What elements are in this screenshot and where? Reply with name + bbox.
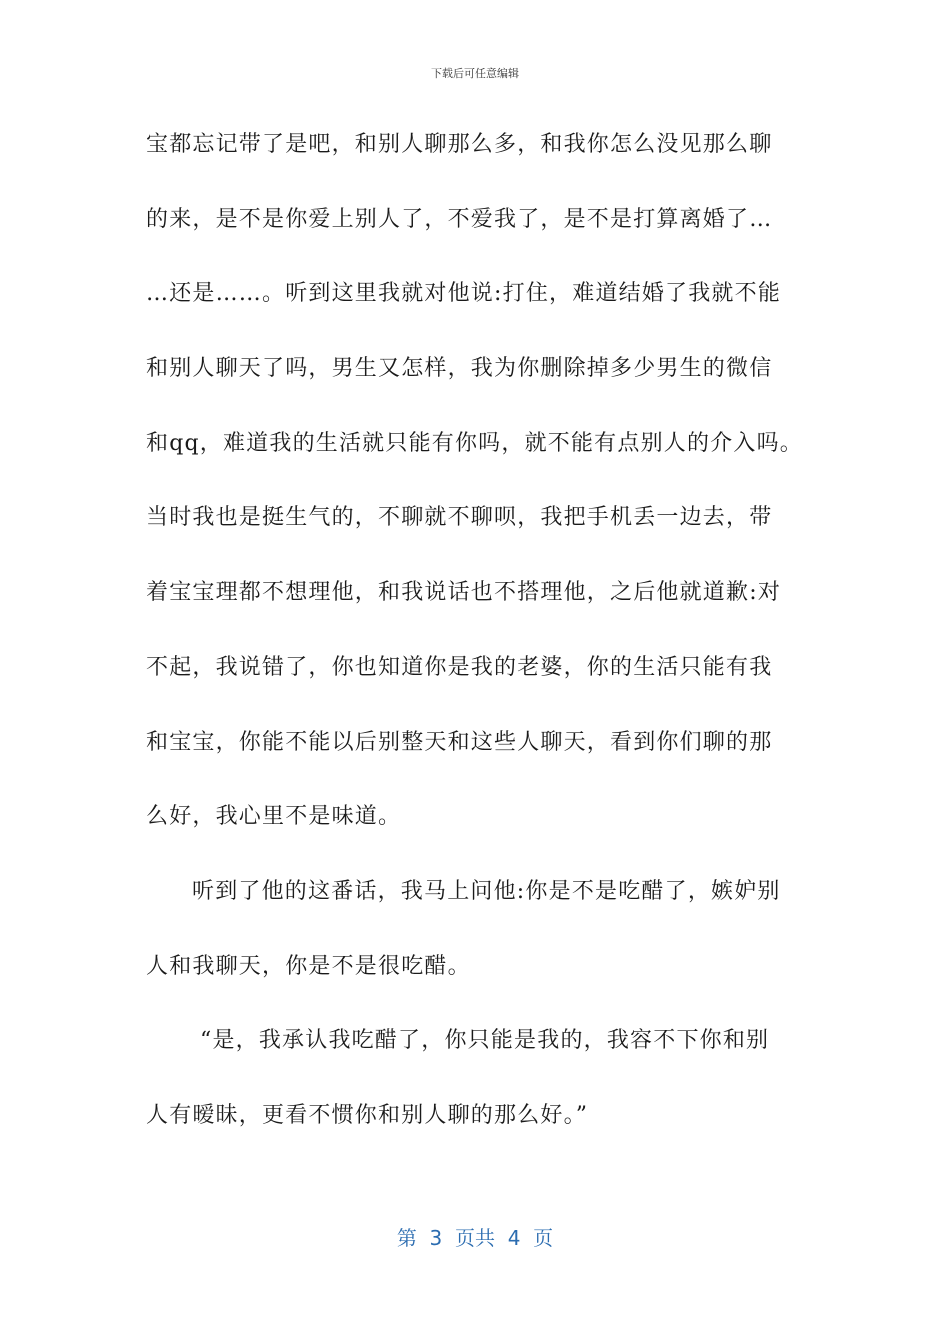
document-body	[146, 122, 816, 1168]
text-line: “是，我承认我吃醋了，你只能是我的，我容不下你和别	[200, 1028, 770, 1054]
text-line: 人有暧昧，更看不惯你和别人聊的那么好。”	[146, 1102, 589, 1128]
page-number-footer: 第 3 页共 4 页	[396, 1226, 554, 1250]
text-line: 和宝宝，你能不能以后别整天和这些人聊天，看到你们聊的那	[146, 729, 773, 755]
text-line: 人和我聊天，你是不是很吃醋。	[146, 953, 471, 979]
text-line: 么好，我心里不是味道。	[146, 804, 402, 830]
text-line: 和qq，难道我的生活就只能有你吗，就不能有点别人的介入吗。	[146, 430, 803, 456]
text-line: 着宝宝理都不想理他，和我说话也不搭理他，之后他就道歉:对	[146, 580, 782, 606]
text-line: 听到了他的这番话，我马上问他:你是不是吃醋了，嫉妒别	[192, 878, 781, 904]
page-header: 下载后可任意编辑	[431, 67, 519, 80]
text-line: …还是……。听到这里我就对他说:打住，难道结婚了我就不能	[146, 281, 782, 307]
text-line: 和别人聊天了吗，男生又怎样，我为你删除掉多少男生的微信	[146, 356, 773, 382]
text-line: 当时我也是挺生气的，不聊就不聊呗，我把手机丢一边去，带	[146, 505, 773, 531]
text-line: 宝都忘记带了是吧，和别人聊那么多，和我你怎么没见那么聊	[146, 132, 773, 157]
text-line: 的来，是不是你爱上别人了，不爱我了，是不是打算离婚了…	[146, 206, 773, 232]
text-line: 不起，我说错了，你也知道你是我的老婆，你的生活只能有我	[146, 654, 773, 680]
